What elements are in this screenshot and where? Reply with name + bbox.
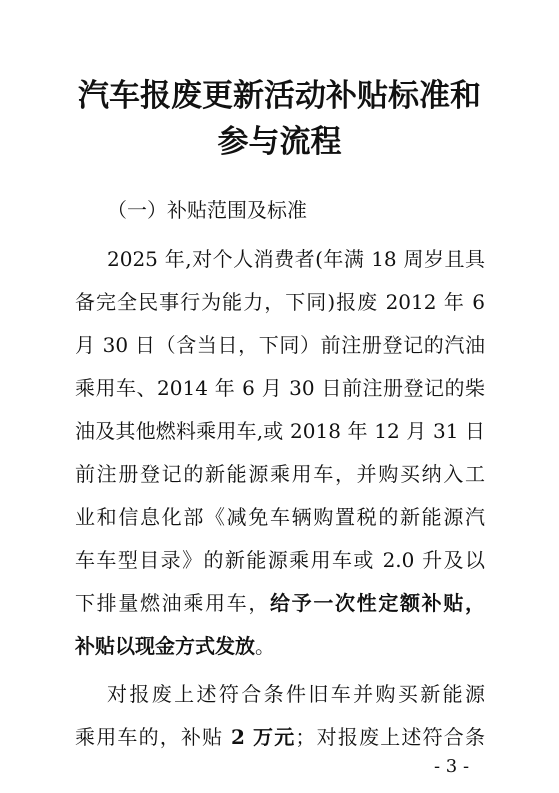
paragraph-1-line-9-text: 下排量燃油乘用车， xyxy=(75,591,270,615)
emphasis-amount-text: 2 万元 xyxy=(230,725,296,749)
paragraph-1-line-9 xyxy=(75,591,485,615)
paragraph-2-line-2 xyxy=(75,725,485,749)
paragraph-1-line-8: 车车型目录》的新能源乘用车或 2.0 升及以 xyxy=(75,548,485,572)
page-number: - 3 - xyxy=(434,756,470,777)
emphasis-subsidy-text: 给予一次性定额补贴， xyxy=(270,591,485,615)
emphasis-cash-text: 补贴以现金方式发放 xyxy=(75,634,255,658)
paragraph-1-line-2: 备完全民事行为能力，下同)报废 2012 年 6 xyxy=(75,290,485,314)
paragraph-2-line-1: 对报废上述符合条件旧车并购买新能源 xyxy=(107,682,485,706)
paragraph-1-line-5: 油及其他燃料乘用车,或 2018 年 12 月 31 日 xyxy=(75,419,485,443)
section-heading: （一）补贴范围及标准 xyxy=(107,198,307,222)
paragraph-1-line-1: 2025 年,对个人消费者(年满 18 周岁且具 xyxy=(107,247,485,271)
paragraph-2-line-2-end: ；对报废上述符合条 xyxy=(295,725,486,749)
paragraph-1-line-7: 业和信息化部《减免车辆购置税的新能源汽 xyxy=(75,505,485,529)
paragraph-2-line-2-start: 乘用车的，补贴 xyxy=(75,725,231,749)
document-title-line-1: 汽车报废更新活动补贴标准和 xyxy=(78,78,481,114)
paragraph-1-line-10-end: 。 xyxy=(255,634,275,658)
paragraph-1-line-4: 乘用车、2014 年 6 月 30 日前注册登记的柴 xyxy=(75,376,485,400)
document-title-line-2: 参与流程 xyxy=(217,124,342,160)
paragraph-1-line-6: 前注册登记的新能源乘用车，并购买纳入工 xyxy=(75,462,485,486)
paragraph-1-line-3: 月 30 日（含当日，下同）前注册登记的汽油 xyxy=(75,333,485,357)
paragraph-1-line-10 xyxy=(75,634,275,658)
